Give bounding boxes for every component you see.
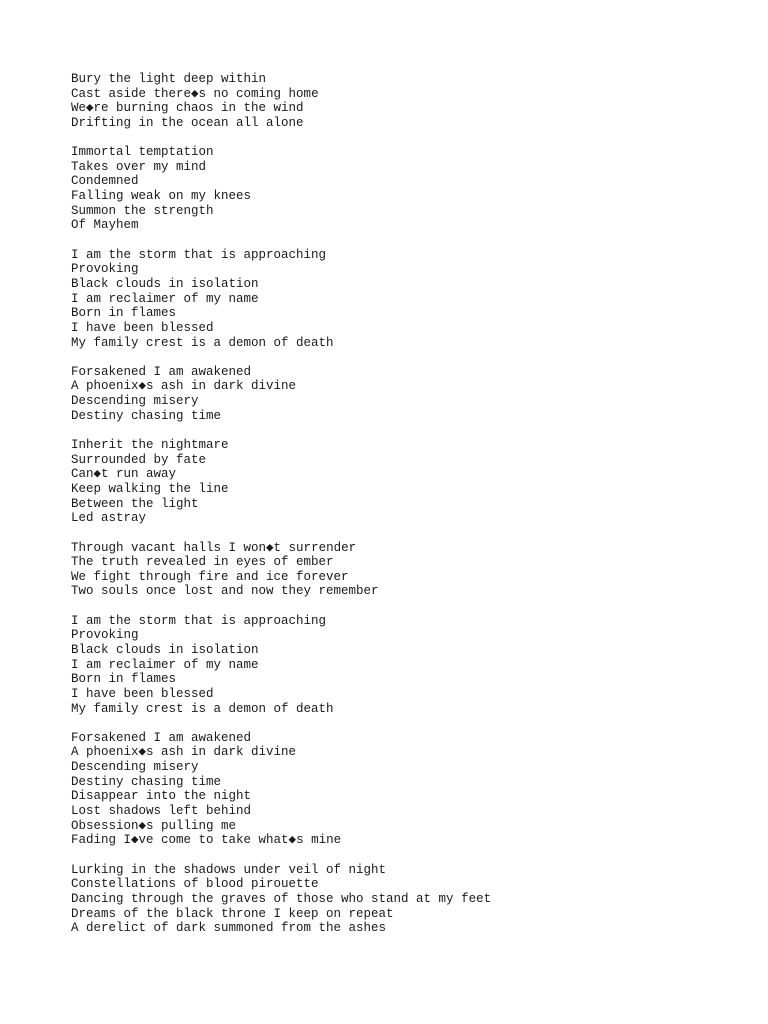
lyric-line: Inherit the nightmare — [71, 438, 229, 453]
lyric-line: A phoenix◆s ash in dark divine — [71, 745, 297, 760]
lyric-line: Constellations of blood pirouette — [71, 877, 319, 892]
stanza-6 — [71, 541, 731, 600]
lyric-line: Dreams of the black throne I keep on repeat — [71, 906, 394, 921]
lyric-line: Destiny chasing time — [71, 774, 222, 789]
lyric-line: Lurking in the shadows under veil of night — [71, 862, 387, 877]
lyric-line: Falling weak on my knees — [71, 189, 252, 204]
lyric-line: Bury the light deep within — [71, 72, 267, 86]
lyric-line: Lost shadows left behind — [71, 804, 252, 819]
lyric-line: Led astray — [71, 511, 147, 526]
lyric-line: My family crest is a demon of death — [71, 701, 334, 716]
lyric-line: My family crest is a demon of death — [71, 335, 334, 350]
stanza-7 — [71, 614, 731, 716]
lyric-line: A derelict of dark summoned from the ashes — [71, 921, 387, 936]
lyric-line: Born in flames — [71, 306, 177, 321]
lyric-line: Immortal temptation — [71, 145, 214, 160]
lyric-line: Cast aside there◆s no coming home — [71, 86, 319, 101]
lyric-line: Disappear into the night — [71, 789, 252, 804]
lyric-line: We◆re burning chaos in the wind — [71, 101, 304, 116]
lyric-line: Summon the strength — [71, 203, 214, 218]
lyric-line: The truth revealed in eyes of ember — [71, 555, 334, 570]
lyric-line: Condemned — [71, 174, 139, 189]
stanza-1 — [71, 72, 731, 131]
lyric-line: Descending misery — [71, 394, 199, 409]
lyric-line: Provoking — [71, 262, 139, 277]
lyric-line: Surrounded by fate — [71, 452, 207, 467]
stanza-8 — [71, 731, 731, 848]
lyric-line: Born in flames — [71, 672, 177, 687]
lyric-line: I am the storm that is approaching — [71, 613, 327, 628]
lyric-line: Provoking — [71, 628, 139, 643]
lyric-line: Destiny chasing time — [71, 408, 222, 423]
lyrics-document — [71, 72, 731, 950]
lyric-line: Dancing through the graves of those who stand at my feet — [71, 891, 492, 906]
lyric-line: Two souls once lost and now they remember — [71, 584, 379, 599]
lyric-line: Between the light — [71, 496, 199, 511]
lyric-line: Descending misery — [71, 760, 199, 775]
lyric-line: I am reclaimer of my name — [71, 291, 259, 306]
lyric-line: We fight through fire and ice forever — [71, 569, 349, 584]
lyric-line: Forsakened I am awakened — [71, 364, 252, 379]
lyric-line: I have been blessed — [71, 320, 214, 335]
lyric-line: I have been blessed — [71, 686, 214, 701]
lyric-line: I am the storm that is approaching — [71, 247, 327, 262]
stanza-5 — [71, 438, 731, 526]
stanza-2 — [71, 145, 731, 233]
stanza-9 — [71, 863, 731, 936]
lyric-line: Keep walking the line — [71, 481, 229, 496]
stanza-3 — [71, 248, 731, 350]
lyric-line: Of Mayhem — [71, 218, 139, 233]
lyric-line: I am reclaimer of my name — [71, 657, 259, 672]
lyric-line: Through vacant halls I won◆t surrender — [71, 540, 357, 555]
stanza-4 — [71, 365, 731, 424]
lyric-line: A phoenix◆s ash in dark divine — [71, 379, 297, 394]
lyric-line: Takes over my mind — [71, 159, 207, 174]
lyric-line: Drifting in the ocean all alone — [71, 115, 304, 130]
lyric-line: Black clouds in isolation — [71, 642, 259, 657]
lyric-line: Fading I◆ve come to take what◆s mine — [71, 833, 342, 848]
lyric-line: Forsakened I am awakened — [71, 730, 252, 745]
lyric-line: Obsession◆s pulling me — [71, 818, 237, 833]
lyric-line: Can◆t run away — [71, 467, 177, 482]
lyric-line: Black clouds in isolation — [71, 276, 259, 291]
